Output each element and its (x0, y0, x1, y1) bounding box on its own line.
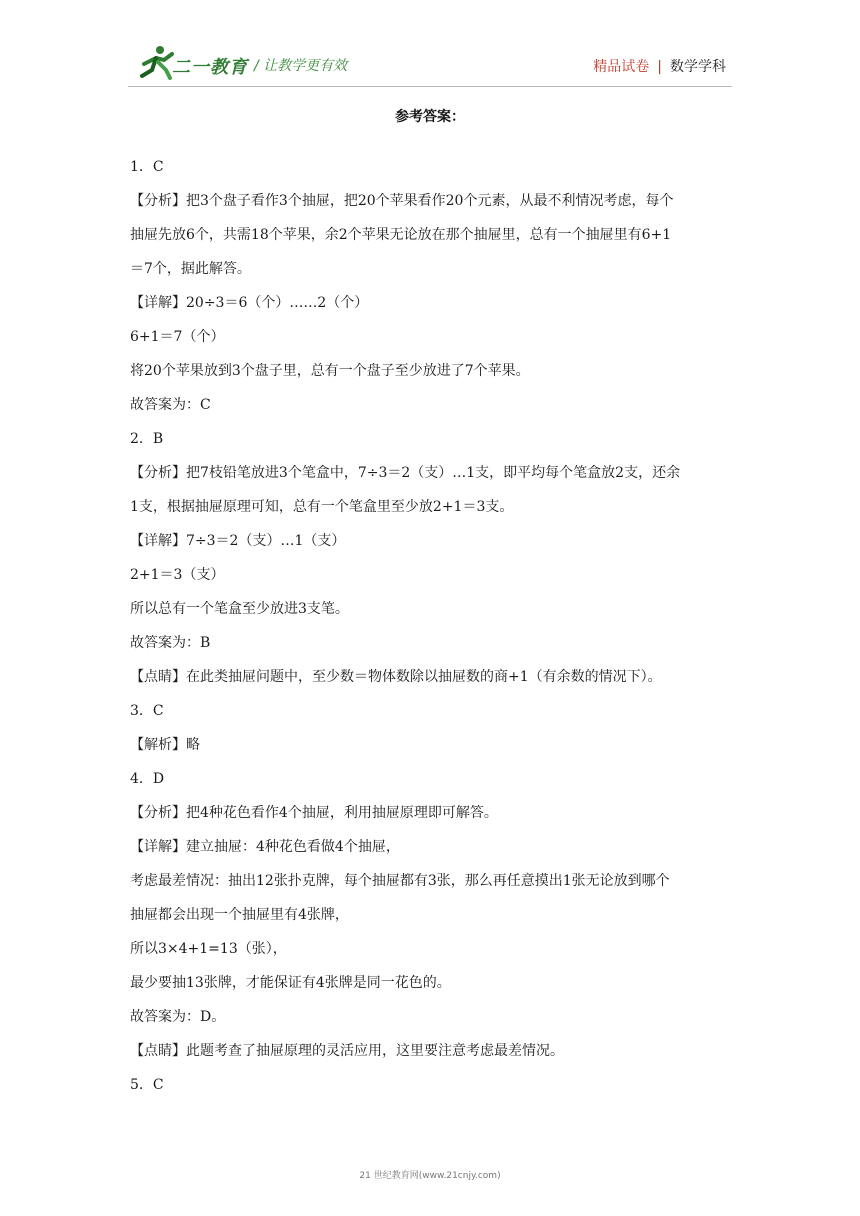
header-labels (593, 56, 726, 76)
text-line: 故答案为：D。 (130, 1009, 226, 1025)
answer-content (130, 150, 734, 1102)
page-footer: 21 世纪教育网(www.21cnjy.com) (359, 1171, 501, 1181)
text-line: 抽屉都会出现一个抽屉里有4张牌， (130, 907, 349, 923)
text-line: 1支，根据抽屉原理可知，总有一个笔盒里至少放2+1＝3支。 (130, 499, 514, 515)
brand-slogan: / 让教学更有效 (254, 58, 348, 74)
text-line: 考虑最差情况：抽出12张扑克牌，每个抽屉都有3张，那么再任意摸出1张无论放到哪个 (130, 873, 670, 889)
page-header (0, 0, 860, 90)
text-line: 【点睛】此题考查了抽屉原理的灵活应用，这里要注意考虑最差情况。 (130, 1043, 564, 1059)
brand-name: 二一教育 (172, 57, 248, 78)
text-line: 【详解】20÷3＝6（个）……2（个） (130, 295, 369, 311)
text-line: 2．B (130, 431, 164, 447)
text-line: 所以3×4+1=13（张）， (130, 941, 287, 957)
text-line: 【详解】7÷3＝2（支）…1（支） (130, 533, 346, 549)
text-line: 【分析】把7枝铅笔放进3个笔盒中，7÷3＝2（支）…1支，即平均每个笔盒放2支，还余 (130, 465, 681, 481)
text-line: 将20个苹果放到3个盘子里，总有一个盘子至少放进了7个苹果。 (130, 363, 530, 379)
text-line: 5．C (130, 1077, 164, 1093)
text-line: 6+1＝7（个） (130, 329, 225, 345)
text-line: 4．D (130, 771, 165, 787)
text-line: 【详解】建立抽屉：4种花色看做4个抽屉， (130, 839, 400, 855)
page-title: 参考答案： (395, 109, 465, 125)
text-line: ＝7个，据此解答。 (130, 261, 251, 277)
text-line: 最少要抽13张牌，才能保证有4张牌是同一花色的。 (130, 975, 451, 991)
header-label-quality: 精品试卷 (593, 59, 650, 75)
header-label-subject: 数学学科 (670, 59, 726, 75)
text-line: 抽屉先放6个，共需18个苹果，余2个苹果无论放在那个抽屉里，总有一个抽屉里有6+1 (130, 227, 672, 243)
text-line: 【分析】把3个盘子看作3个抽屉，把20个苹果看作20个元素，从最不利情况考虑，每个 (130, 193, 674, 209)
text-line: 3．C (130, 703, 164, 719)
text-line: 故答案为：C (130, 397, 211, 413)
text-line: 所以总有一个笔盒至少放进3支笔。 (130, 601, 349, 617)
text-line: 2+1＝3（支） (130, 567, 225, 583)
text-line: 故答案为：B (130, 635, 211, 651)
text-line: 【解析】略 (130, 737, 200, 753)
header-divider (128, 86, 732, 87)
header-separator: | (657, 59, 662, 75)
text-line: 【分析】把4种花色看作4个抽屉，利用抽屉原理即可解答。 (130, 805, 498, 821)
text-line: 【点睛】在此类抽屉问题中，至少数＝物体数除以抽屉数的商+1（有余数的情况下）。 (130, 669, 662, 685)
text-line: 1．C (130, 159, 164, 175)
